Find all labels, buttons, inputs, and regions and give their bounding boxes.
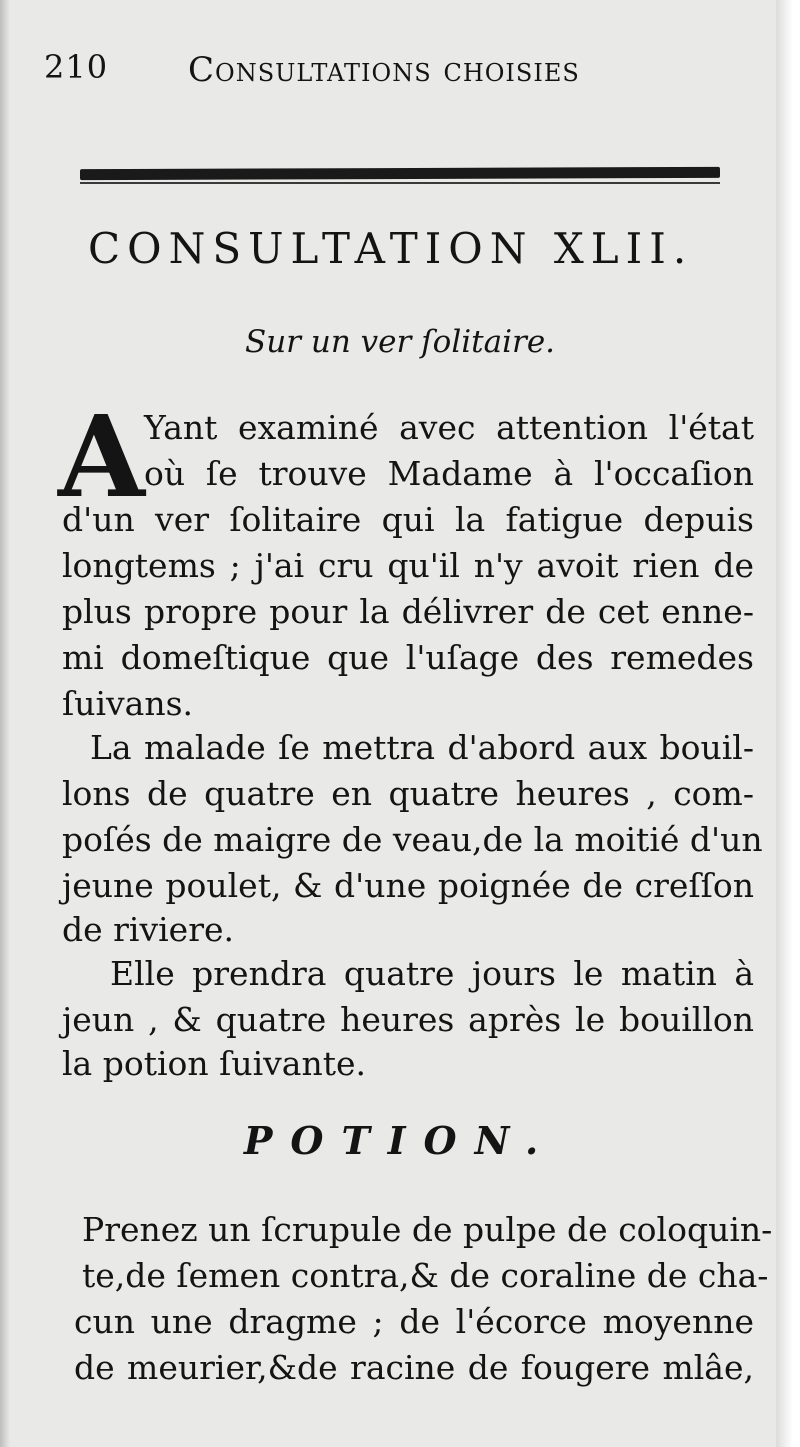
text-line: lons de quatre en quatre heures , com- bbox=[62, 774, 754, 813]
text-line: mi domeſtique que l'uſage des remedes bbox=[62, 638, 754, 677]
text-line: Prenez un ſcrupule de pulpe de coloquin- bbox=[82, 1210, 773, 1249]
text-line: Yant examiné avec attention l'état bbox=[144, 408, 754, 447]
text-line: poſés de maigre de veau,de la moitié d'un bbox=[62, 820, 763, 859]
text-line: Elle prendra quatre jours le matin à bbox=[110, 954, 754, 993]
text-line: cun une dragme ; de l'écorce moyenne bbox=[74, 1302, 754, 1341]
consultation-title: CONSULTATION XLII. bbox=[88, 224, 694, 273]
drop-cap: A bbox=[58, 392, 145, 523]
text-line: ſuivans. bbox=[62, 684, 194, 723]
text-line: où ſe trouve Madame à l'occaſion bbox=[144, 454, 754, 493]
text-line: La malade ſe mettra d'abord aux bouil- bbox=[90, 728, 754, 767]
ornamental-rule bbox=[80, 162, 720, 186]
rule-thin bbox=[80, 182, 720, 184]
page-gutter-shadow bbox=[0, 0, 10, 1447]
rule-thick bbox=[80, 167, 720, 180]
text-line: longtems ; j'ai cru qu'il n'y avoit rien de bbox=[62, 546, 754, 585]
text-line: plus propre pour la délivrer de cet enne- bbox=[62, 592, 754, 631]
page-number: 210 bbox=[44, 48, 109, 86]
running-head: Consultations choisies bbox=[188, 50, 580, 90]
text-line: te,de ſemen contra,& de coraline de cha- bbox=[82, 1256, 769, 1295]
text-line: jeun , & quatre heures après le bouillon bbox=[62, 1000, 754, 1039]
consultation-subtitle: Sur un ver ſolitaire. bbox=[244, 324, 556, 360]
text-line: d'un ver ſolitaire qui la fatigue depuis bbox=[62, 500, 754, 539]
page-edge bbox=[776, 0, 800, 1447]
text-line: de riviere. bbox=[62, 910, 234, 949]
section-heading-potion: POTION. bbox=[243, 1118, 557, 1163]
text-line: de meurier,&de racine de fougere mlâe, bbox=[74, 1348, 754, 1387]
page-header bbox=[44, 48, 684, 98]
text-line: jeune poulet, & d'une poignée de creſſon bbox=[62, 866, 754, 905]
text-line: la potion ſuivante. bbox=[62, 1044, 367, 1083]
